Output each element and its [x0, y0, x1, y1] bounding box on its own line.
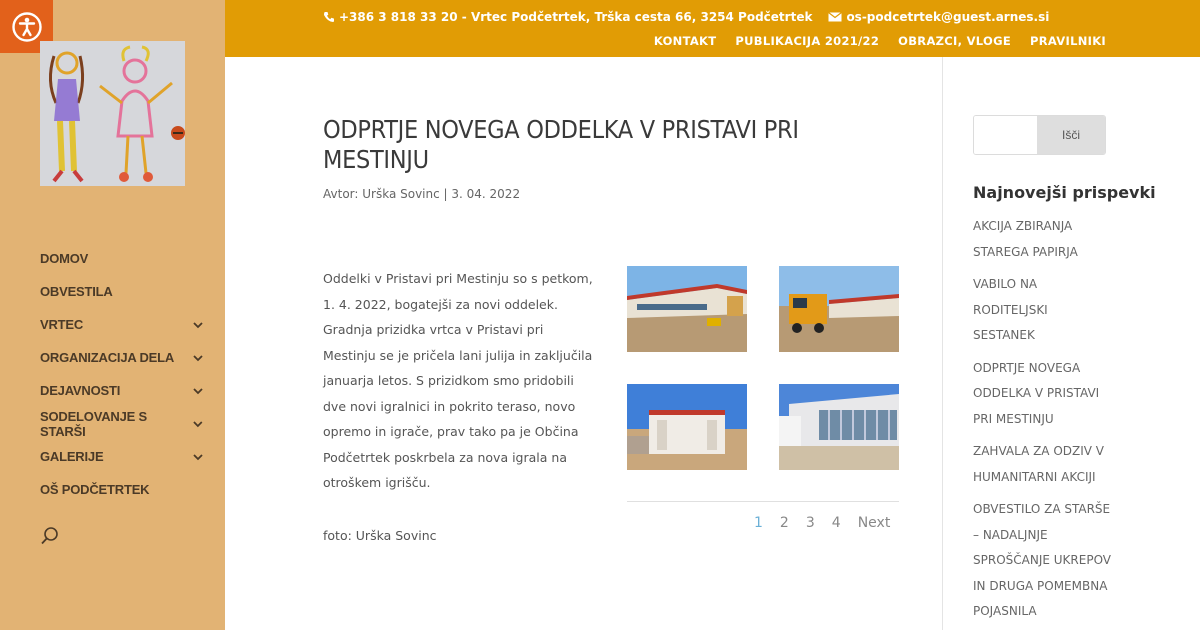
search-button[interactable]: Išči [1037, 116, 1105, 154]
topnav-kontakt[interactable]: KONTAKT [653, 34, 717, 48]
main-navigation [40, 242, 210, 506]
building-photo [627, 384, 747, 470]
children-drawing-image [40, 41, 185, 186]
construction-photo [627, 266, 747, 352]
post-body: Oddelki v Pristavi pri Mestinju so s petkom, 1. 4. 2022, bogatejši za novi oddelek. Gradnja prizidka vrtca v Pristavi pri Mestinju se je pričela lani julija in zaključila januarja letos. S prizidkom smo pridobili dve novi igralnici in pokrito teraso, novo opremo in igrače, prav tako pa je Občina Podčetrtek poskrbela za nova igrala na otroškem igrišču. [323, 271, 593, 490]
topnav-obrazci-vloge[interactable]: OBRAZCI, VLOGE [898, 34, 1011, 48]
page-4[interactable]: 4 [831, 515, 841, 531]
chevron-down-icon[interactable] [192, 418, 204, 430]
gallery-divider [627, 501, 899, 502]
next-page[interactable]: Next [857, 515, 891, 531]
recent-post-link[interactable]: VABILO NA RODITELJSKI SESTANEK [973, 277, 1048, 342]
nav-item-organizacija-dela[interactable] [40, 341, 210, 374]
nav-label: DOMOV [40, 251, 89, 266]
terrace-photo [779, 384, 899, 470]
nav-label: DEJAVNOSTI [40, 383, 121, 398]
nav-item-sodelovanje-s-starsi[interactable] [40, 407, 210, 440]
nav-item-vrtec[interactable] [40, 308, 210, 341]
nav-label: GALERIJE [40, 449, 104, 464]
accessibility-icon [11, 11, 43, 43]
chevron-down-icon[interactable] [192, 451, 204, 463]
recent-post-link[interactable]: AKCIJA ZBIRANJA STAREGA PAPIRJA [973, 219, 1078, 259]
top-navigation [654, 34, 1106, 48]
recent-post-link[interactable]: ZAHVALA ZA ODZIV V HUMANITARNI AKCIJI [973, 444, 1105, 484]
left-sidebar [0, 0, 225, 630]
gallery-photo[interactable] [627, 266, 747, 352]
contact-info [323, 10, 1049, 24]
post-title: ODPRTJE NOVEGA ODDELKA V PRISTAVI PRI MESTINJU [323, 115, 799, 174]
recent-post-link[interactable]: ODPRTJE NOVEGA ODDELKA V PRISTAVI PRI MESTINJU [973, 360, 1100, 426]
recent-post-link[interactable]: OBVESTILO ZA STARŠE – NADALJNJE SPROŠČANJE UKREPOV IN DRUGA POMEMBNA POJASNILA [973, 502, 1112, 618]
nav-item-os-podcetrtek[interactable] [40, 473, 210, 506]
page-2[interactable]: 2 [779, 515, 789, 531]
nav-item-dejavnosti[interactable] [40, 374, 210, 407]
site-logo[interactable] [40, 41, 185, 186]
recent-posts-heading: Najnovejši prispevki [973, 183, 1156, 202]
phone-icon [323, 11, 335, 23]
page-3[interactable]: 3 [805, 515, 815, 531]
photo-credit: foto: Urška Sovinc [323, 528, 437, 543]
nav-label: ORGANIZACIJA DELA [40, 350, 175, 365]
search-icon[interactable] [40, 526, 60, 546]
gallery-photo[interactable] [779, 266, 899, 352]
gallery-photo[interactable] [627, 384, 747, 470]
chevron-down-icon[interactable] [192, 319, 204, 331]
nav-label: OŠ PODČETRTEK [40, 482, 150, 497]
post-meta: Avtor: Urška Sovinc | 3. 04. 2022 [323, 187, 521, 201]
page-1[interactable]: 1 [754, 515, 763, 531]
top-header [225, 0, 1200, 57]
search-widget [973, 115, 1106, 155]
gallery-photo[interactable] [779, 384, 899, 470]
nav-item-obvestila[interactable] [40, 275, 210, 308]
post-header [323, 115, 903, 201]
topnav-pravilniki[interactable]: PRAVILNIKI [1029, 34, 1106, 48]
search-input[interactable] [974, 116, 1037, 154]
nav-label: SODELOVANJE S STARŠI [40, 408, 147, 439]
phone-text: +386 3 818 33 20 - Vrtec Podčetrtek, Trška cesta 66, 3254 Podčetrtek [339, 10, 813, 24]
gallery-pagination [754, 515, 890, 531]
nav-label: VRTEC [40, 317, 84, 332]
chevron-down-icon[interactable] [192, 385, 204, 397]
recent-posts-list [973, 214, 1113, 630]
envelope-icon [828, 12, 842, 22]
chevron-down-icon[interactable] [192, 352, 204, 364]
email-text: os-podcetrtek@guest.arnes.si [846, 10, 1050, 24]
nav-label: OBVESTILA [40, 284, 113, 299]
nav-item-galerije[interactable] [40, 440, 210, 473]
truck-photo [779, 266, 899, 352]
sidebar-divider [942, 57, 943, 630]
nav-item-domov[interactable] [40, 242, 210, 275]
phone-contact[interactable] [323, 10, 812, 24]
email-contact[interactable] [828, 10, 1049, 24]
topnav-publikacija[interactable]: PUBLIKACIJA 2021/22 [735, 34, 880, 48]
